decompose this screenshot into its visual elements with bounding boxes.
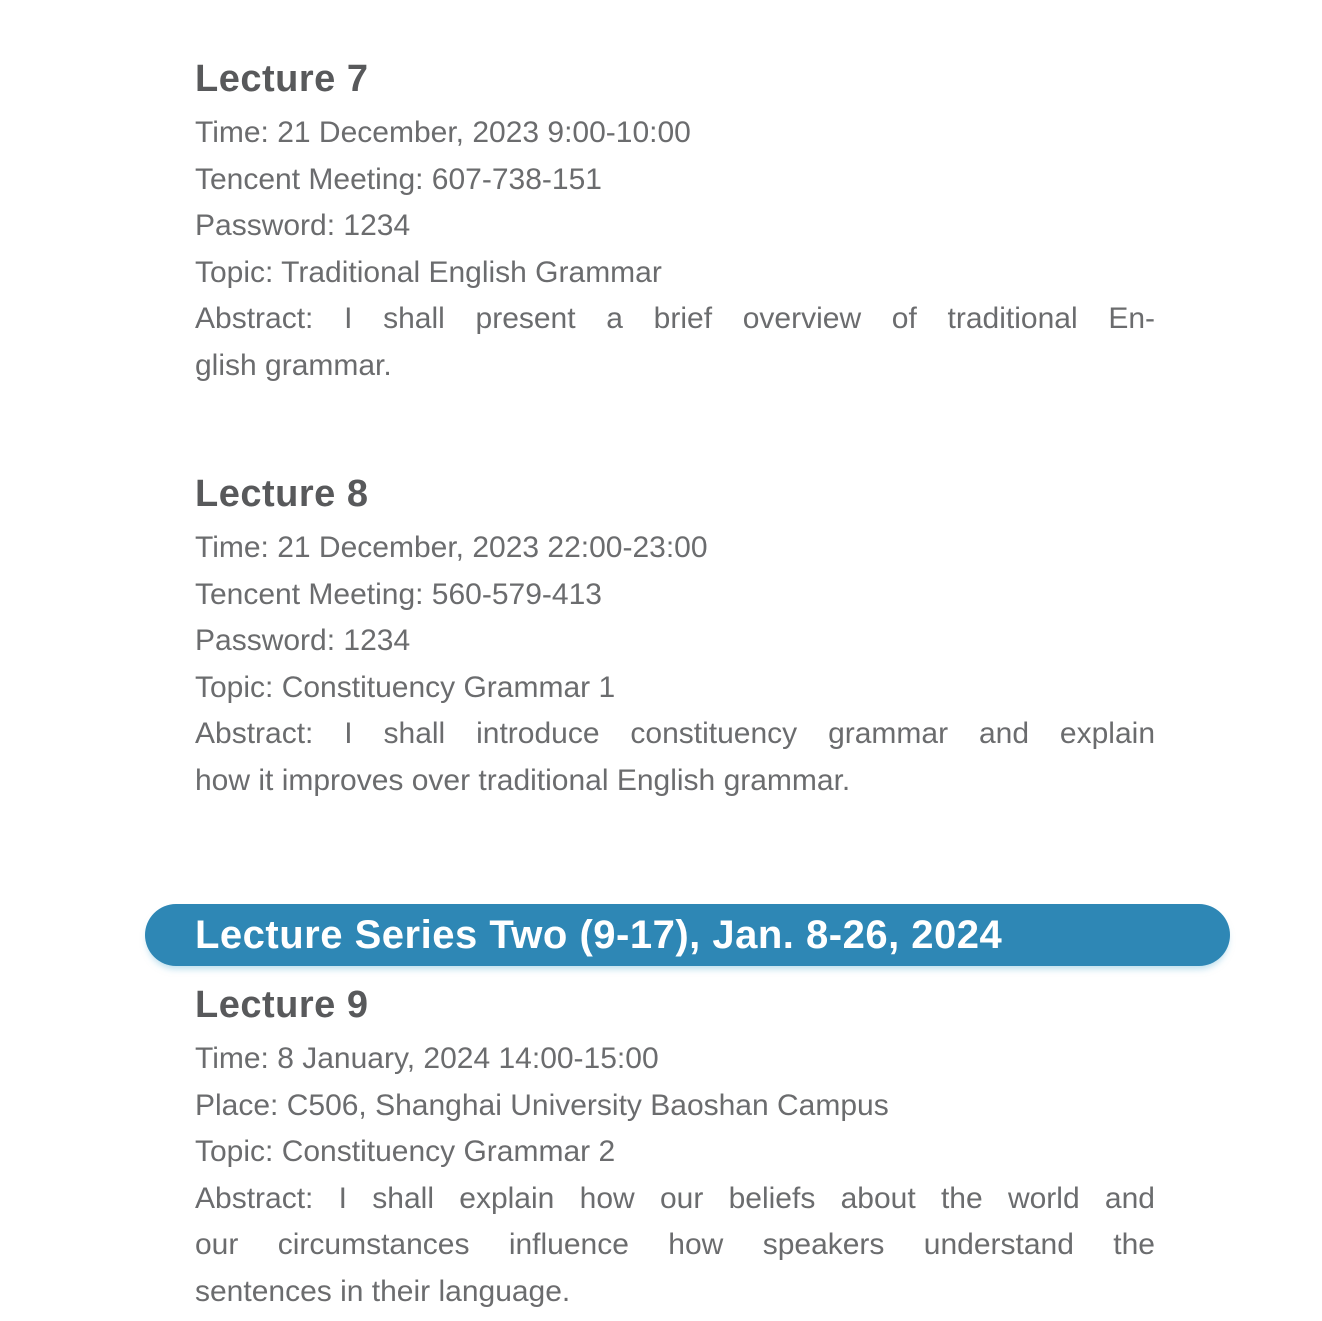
lecture-7-meeting: Tencent Meeting: 607-738-151 [195, 162, 602, 196]
lecture-8-meeting: Tencent Meeting: 560-579-413 [195, 577, 602, 611]
lecture-7-abstract-line-2: glish grammar. [195, 348, 392, 382]
lecture-7-password: Password: 1234 [195, 209, 411, 242]
lecture-9-abstract-line-2: our circumstances influence how speakers understand the [195, 1228, 1155, 1261]
lecture-7-section [195, 56, 1157, 389]
lecture-9-place: Place: C506, Shanghai University Baoshan Campus [195, 1088, 889, 1122]
lecture-8-title: Lecture 8 [195, 473, 369, 515]
lecture-8-abstract-line-2: how it improves over traditional English grammar. [195, 763, 851, 797]
lecture-7-abstract-line-1: Abstract: I shall present a brief overview of traditional En- [195, 302, 1155, 335]
lecture-9-abstract-line-3: sentences in their language. [195, 1274, 571, 1308]
lecture-7-title: Lecture 7 [195, 58, 369, 100]
series-two-banner-label: Lecture Series Two (9-17), Jan. 8-26, 2024 [195, 913, 1003, 957]
lecture-7-topic: Topic: Traditional English Grammar [195, 255, 662, 289]
lecture-8-section [195, 471, 1157, 804]
series-two-banner [145, 904, 1230, 966]
lecture-9-topic: Topic: Constituency Grammar 2 [195, 1135, 616, 1168]
lecture-8-password: Password: 1234 [195, 624, 411, 657]
lecture-8-topic: Topic: Constituency Grammar 1 [195, 670, 616, 704]
lecture-7-time: Time: 21 December, 2023 9:00-10:00 [195, 116, 691, 149]
lecture-8-abstract-line-1: Abstract: I shall introduce constituency grammar and explain [195, 717, 1155, 750]
lecture-9-abstract-line-1: Abstract: I shall explain how our beliefs about the world and [195, 1181, 1155, 1215]
lecture-9-time: Time: 8 January, 2024 14:00-15:00 [195, 1042, 659, 1075]
lecture-9-section [195, 982, 1157, 1315]
lecture-8-time: Time: 21 December, 2023 22:00-23:00 [195, 531, 708, 564]
lecture-9-title: Lecture 9 [195, 984, 369, 1026]
